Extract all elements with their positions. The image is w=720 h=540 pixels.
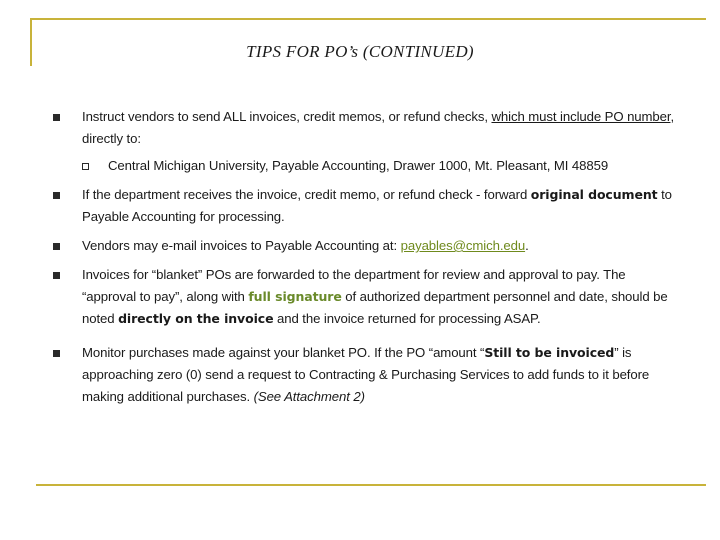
square-bullet-icon bbox=[53, 114, 60, 121]
bullet-text: Invoices for “blanket” POs are forwarded to the department for review and approval to pay. The “approval to pay”, along with bbox=[82, 267, 626, 304]
bullet-emphasis-text: directly on the invoice bbox=[118, 311, 274, 326]
square-bullet-icon bbox=[53, 272, 60, 279]
hollow-square-bullet-icon bbox=[82, 163, 89, 170]
bullet-text: Monitor purchases made against your blanket PO. If the PO “amount “ bbox=[82, 345, 485, 360]
email-link[interactable]: payables@cmich.edu bbox=[400, 238, 526, 253]
top-decorative-rule bbox=[30, 18, 706, 20]
bullet-text: Instruct vendors to send ALL invoices, credit memos, or refund checks, bbox=[82, 109, 492, 124]
bullet-item-monitor-purchases bbox=[52, 342, 682, 408]
bullet-item-email-invoices bbox=[52, 235, 682, 257]
bullet-emphasis-text: Still to be invoiced bbox=[484, 345, 615, 360]
slide-body bbox=[52, 106, 682, 415]
bullet-text: to Payable Accounting for processing. bbox=[82, 187, 672, 224]
bullet-item-send-invoices bbox=[52, 106, 682, 150]
bullet-text: Vendors may e-mail invoices to Payable Accounting at: bbox=[82, 238, 401, 253]
square-bullet-icon bbox=[53, 243, 60, 250]
bullet-item-forward-original bbox=[52, 184, 682, 228]
bullet-text: ” is approaching zero (0) send a request to Contracting & Purchasing Services to add funds to it before making additional purchases. bbox=[82, 345, 650, 404]
bullet-underlined-text: which must include PO number bbox=[491, 109, 671, 124]
bullet-text: If the department receives the invoice, credit memo, or refund check - forward bbox=[82, 187, 531, 202]
bullet-text: . bbox=[525, 238, 529, 253]
bullet-highlight-text: full signature bbox=[248, 289, 342, 304]
bullet-text: , directly to: bbox=[82, 109, 675, 146]
slide-title: TIPS FOR PO’s (CONTINUED) bbox=[246, 42, 474, 61]
square-bullet-icon bbox=[53, 350, 60, 357]
attachment-reference: (See Attachment 2) bbox=[253, 389, 365, 404]
bullet-emphasis-text: original document bbox=[530, 187, 658, 202]
sub-bullet-text: Central Michigan University, Payable Accounting, Drawer 1000, Mt. Pleasant, MI 48859 bbox=[108, 158, 609, 173]
bullet-text: of authorized department personnel and date, should be noted bbox=[82, 289, 668, 326]
bullet-text: and the invoice returned for processing ASAP. bbox=[273, 311, 541, 326]
bottom-decorative-rule bbox=[36, 484, 706, 486]
square-bullet-icon bbox=[53, 192, 60, 199]
bullet-item-blanket-po-approval bbox=[52, 264, 682, 330]
sub-bullet-address bbox=[52, 155, 682, 177]
